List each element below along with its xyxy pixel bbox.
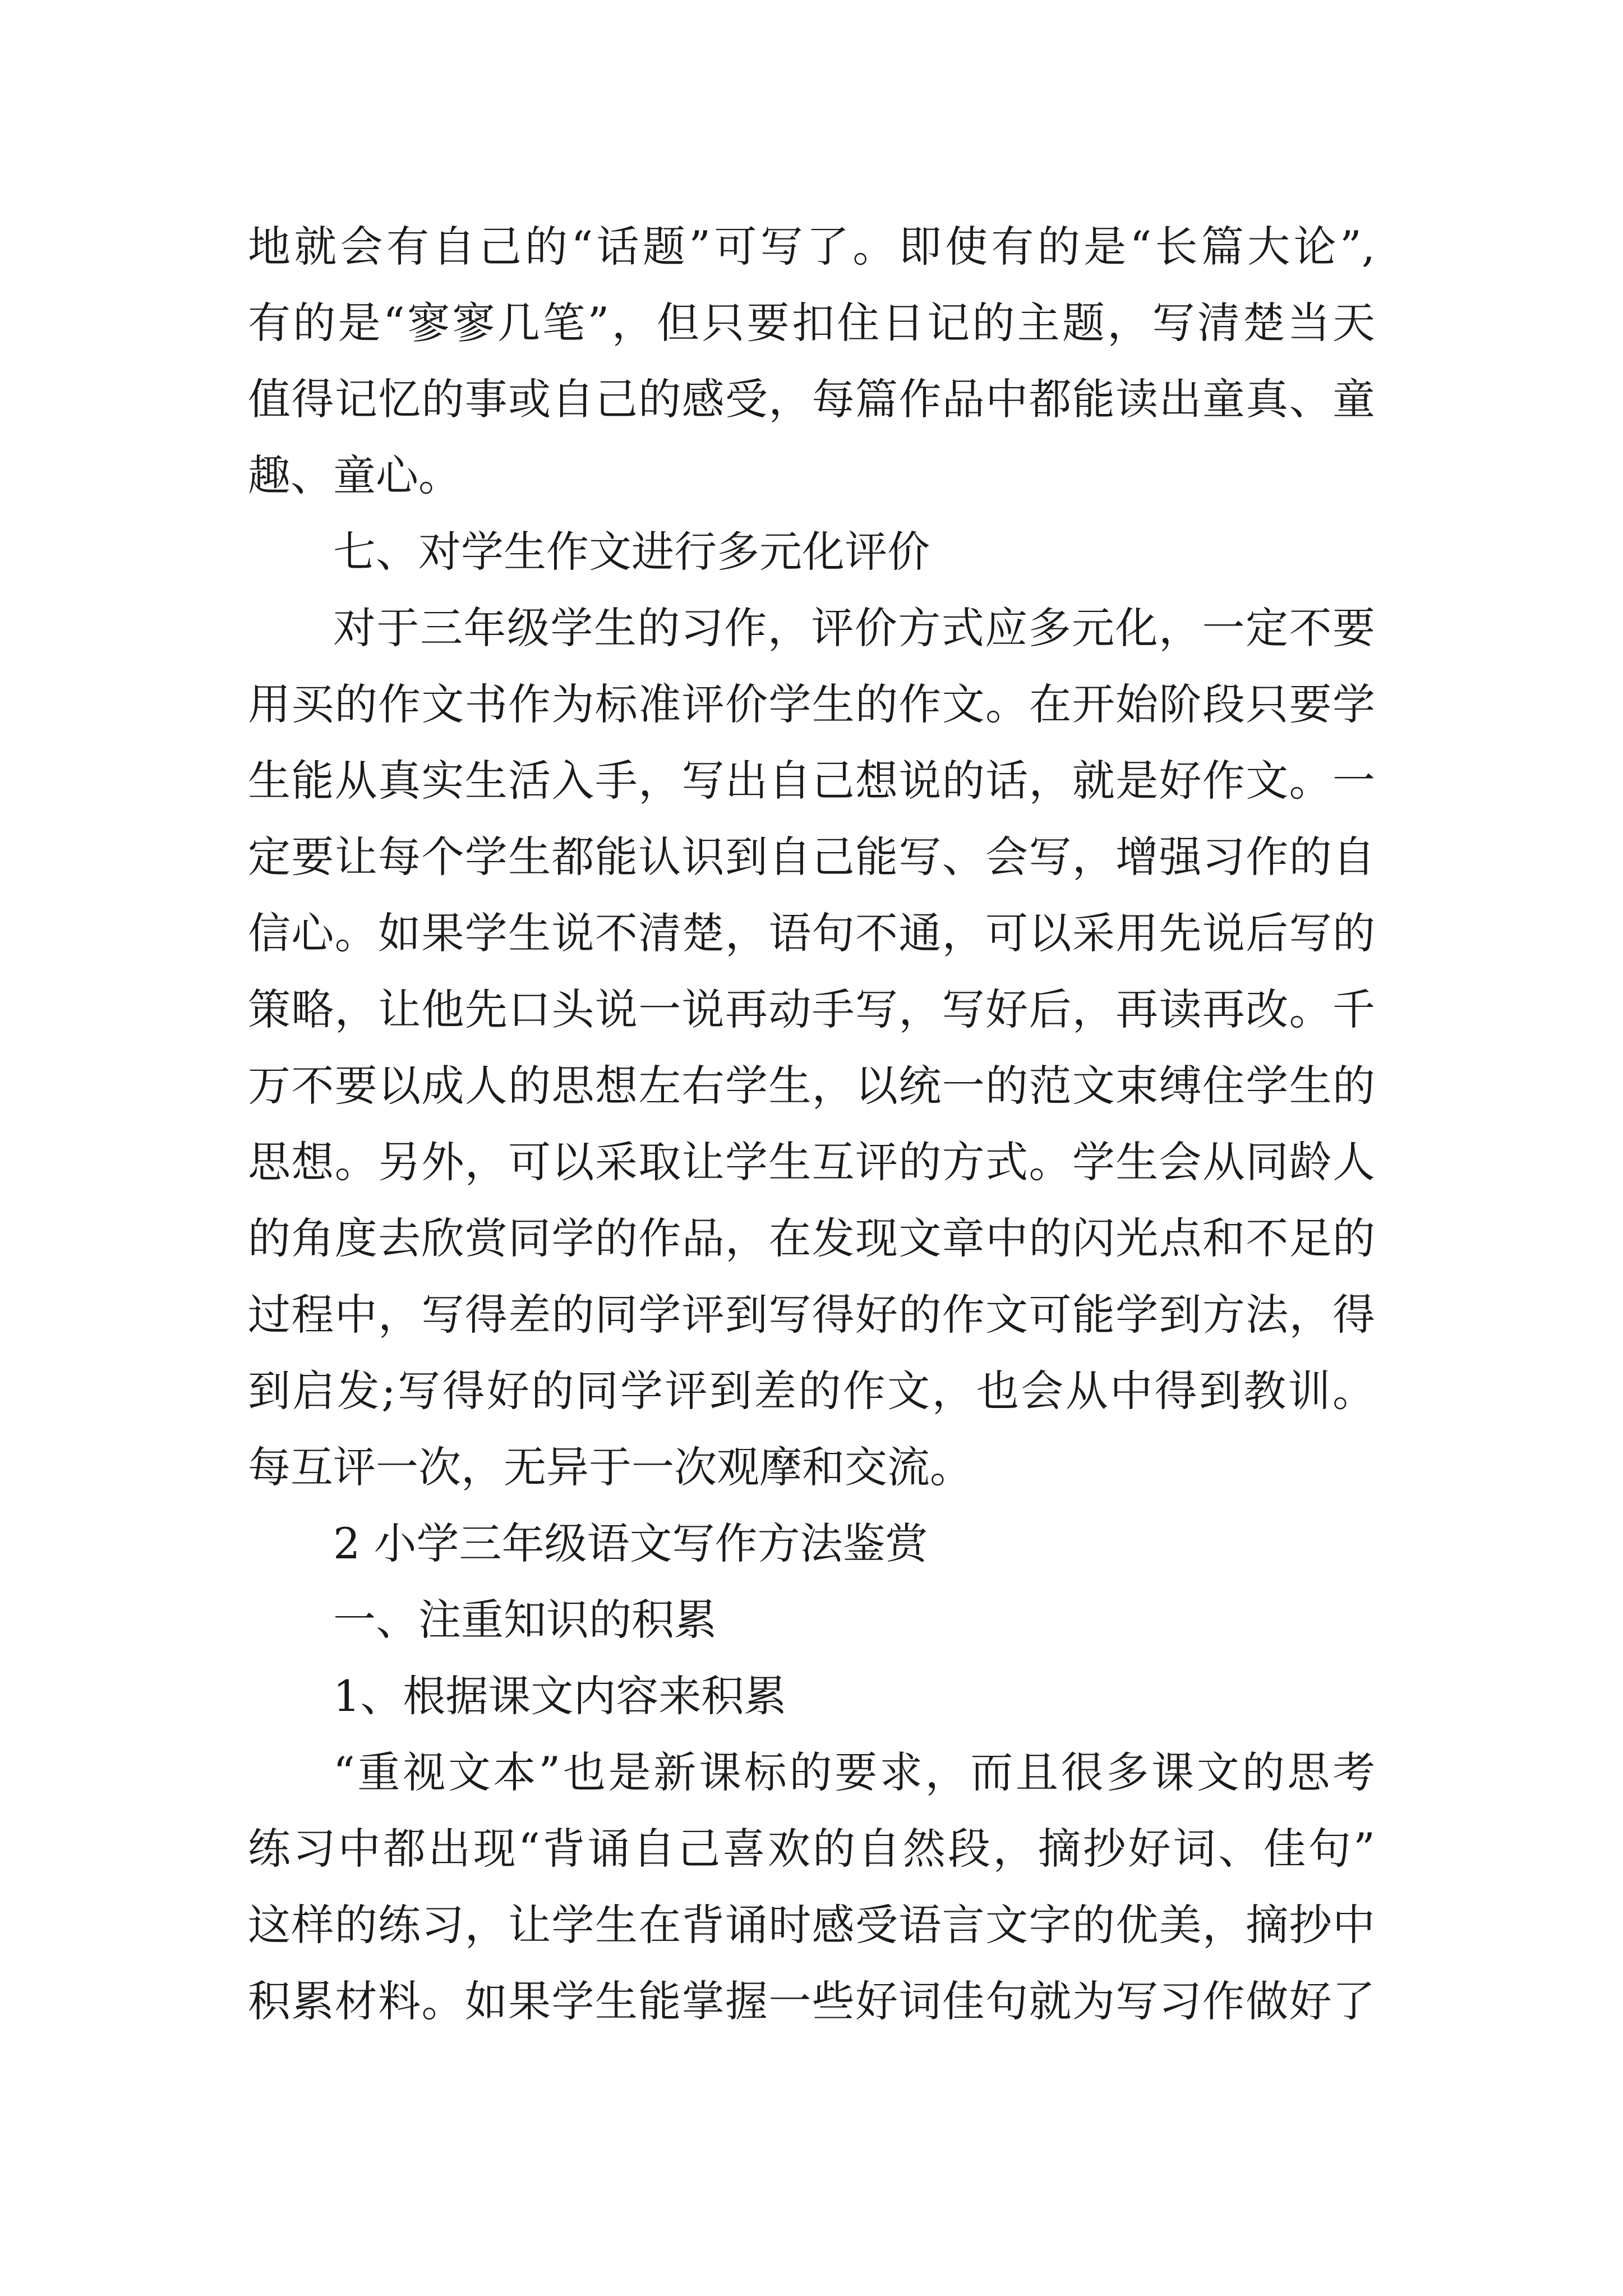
text-line: 信心。如果学生说不清楚，语句不通，可以采用先说后写的: [248, 908, 1375, 958]
text-line: 趣、童心。: [248, 450, 461, 500]
text-line: 这样的练习，让学生在背诵时感受语言文字的优美，摘抄中: [248, 1900, 1375, 1950]
text-line: 定要让每个学生都能认识到自己能写、会写，增强习作的自: [248, 832, 1375, 882]
section-heading: 七、对学生作文进行多元化评价: [333, 527, 930, 577]
text-line: 万不要以成人的思想左右学生，以统一的范文束缚住学生的: [248, 1061, 1375, 1111]
document-body: [248, 209, 1375, 2040]
text-line: 积累材料。如果学生能掌握一些好词佳句就为写习作做好了: [248, 1976, 1375, 2026]
text-line: 策略，让他先口头说一说再动手写，写好后，再读再改。千: [248, 984, 1375, 1034]
text-line: 值得记忆的事或自己的感受，每篇作品中都能读出童真、童: [248, 374, 1375, 424]
text-line: 的角度去欣赏同学的作品，在发现文章中的闪光点和不足的: [248, 1213, 1375, 1263]
text-line: 对于三年级学生的习作，评价方式应多元化，一定不要: [333, 603, 1375, 653]
text-line: 过程中，写得差的同学评到写得好的作文可能学到方法，得: [248, 1290, 1375, 1340]
text-line: 每互评一次，无异于一次观摩和交流。: [248, 1442, 972, 1492]
text-line: 生能从真实生活入手，写出自己想说的话，就是好作文。一: [248, 756, 1375, 806]
text-line: 到启发;写得好的同学评到差的作文，也会从中得到教训。: [248, 1366, 1375, 1416]
text-line: “重视文本”也是新课标的要求，而且很多课文的思考: [333, 1747, 1375, 1797]
section-heading: 1、根据课文内容来积累: [333, 1671, 787, 1721]
text-line: 地就会有自己的“话题”可写了。即使有的是“长篇大论”,: [248, 222, 1375, 272]
text-line: 练习中都出现“背诵自己喜欢的自然段，摘抄好词、佳句”: [248, 1824, 1375, 1874]
section-heading: 2 小学三年级语文写作方法鉴赏: [333, 1519, 928, 1568]
text-line: 有的是“寥寥几笔”，但只要扣住日记的主题，写清楚当天: [248, 298, 1375, 348]
text-line: 用买的作文书作为标准评价学生的作文。在开始阶段只要学: [248, 679, 1375, 729]
text-line: 思想。另外，可以采取让学生互评的方式。学生会从同龄人: [248, 1137, 1375, 1187]
section-heading: 一、注重知识的积累: [333, 1595, 717, 1645]
